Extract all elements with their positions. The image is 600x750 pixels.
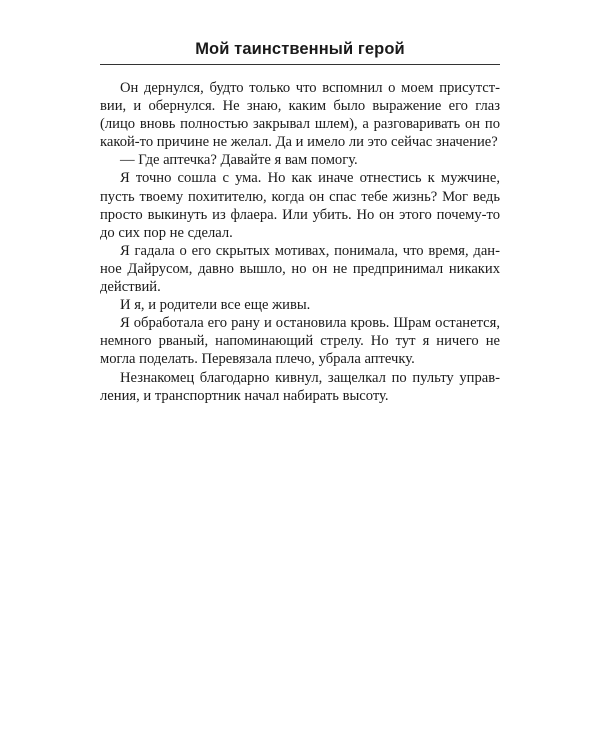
paragraph: — Где аптечка? Давайте я вам помогу. (120, 152, 358, 169)
header-divider (100, 64, 500, 65)
paragraph: Я точно сошла с ума. Но как иначе отнестись к мужчине, пусть твоему похитителю, когда он спас тебе жизнь? Мог ведь просто выкинуть из флаера. Или убить. Но он этого почему-то до сих пор не сделал. (100, 170, 500, 241)
paragraph: И я, и родители все еще живы. (120, 297, 311, 314)
paragraph: Я обработала его рану и остановила кровь. Шрам останется, немного рваный, напоминающий стрелу. Но тут я ничего не могла поделать. Перевязала плечо, убрала аптечку. (100, 315, 500, 368)
body-text (100, 79, 500, 405)
paragraph: Я гадала о его скрытых мотивах, понимала, что время, данное Дайрусом, давно вышло, но он не предпринимал никаких действий. (100, 242, 500, 296)
paragraph: Незнакомец благодарно кивнул, защелкал по пульту управления, и транспортник начал набирать высоту. (100, 369, 500, 404)
paragraph: Он дернулся, будто только что вспомнил о моем присутствии, и обернулся. Не знаю, каким было выражение его глаз (лицо вновь полностью закрывал шлем), а разговаривать он по какой-то причине не желал. Да и имело ли это сейчас значение? (100, 80, 500, 151)
running-header-title: Мой таинственный герой (195, 40, 405, 58)
